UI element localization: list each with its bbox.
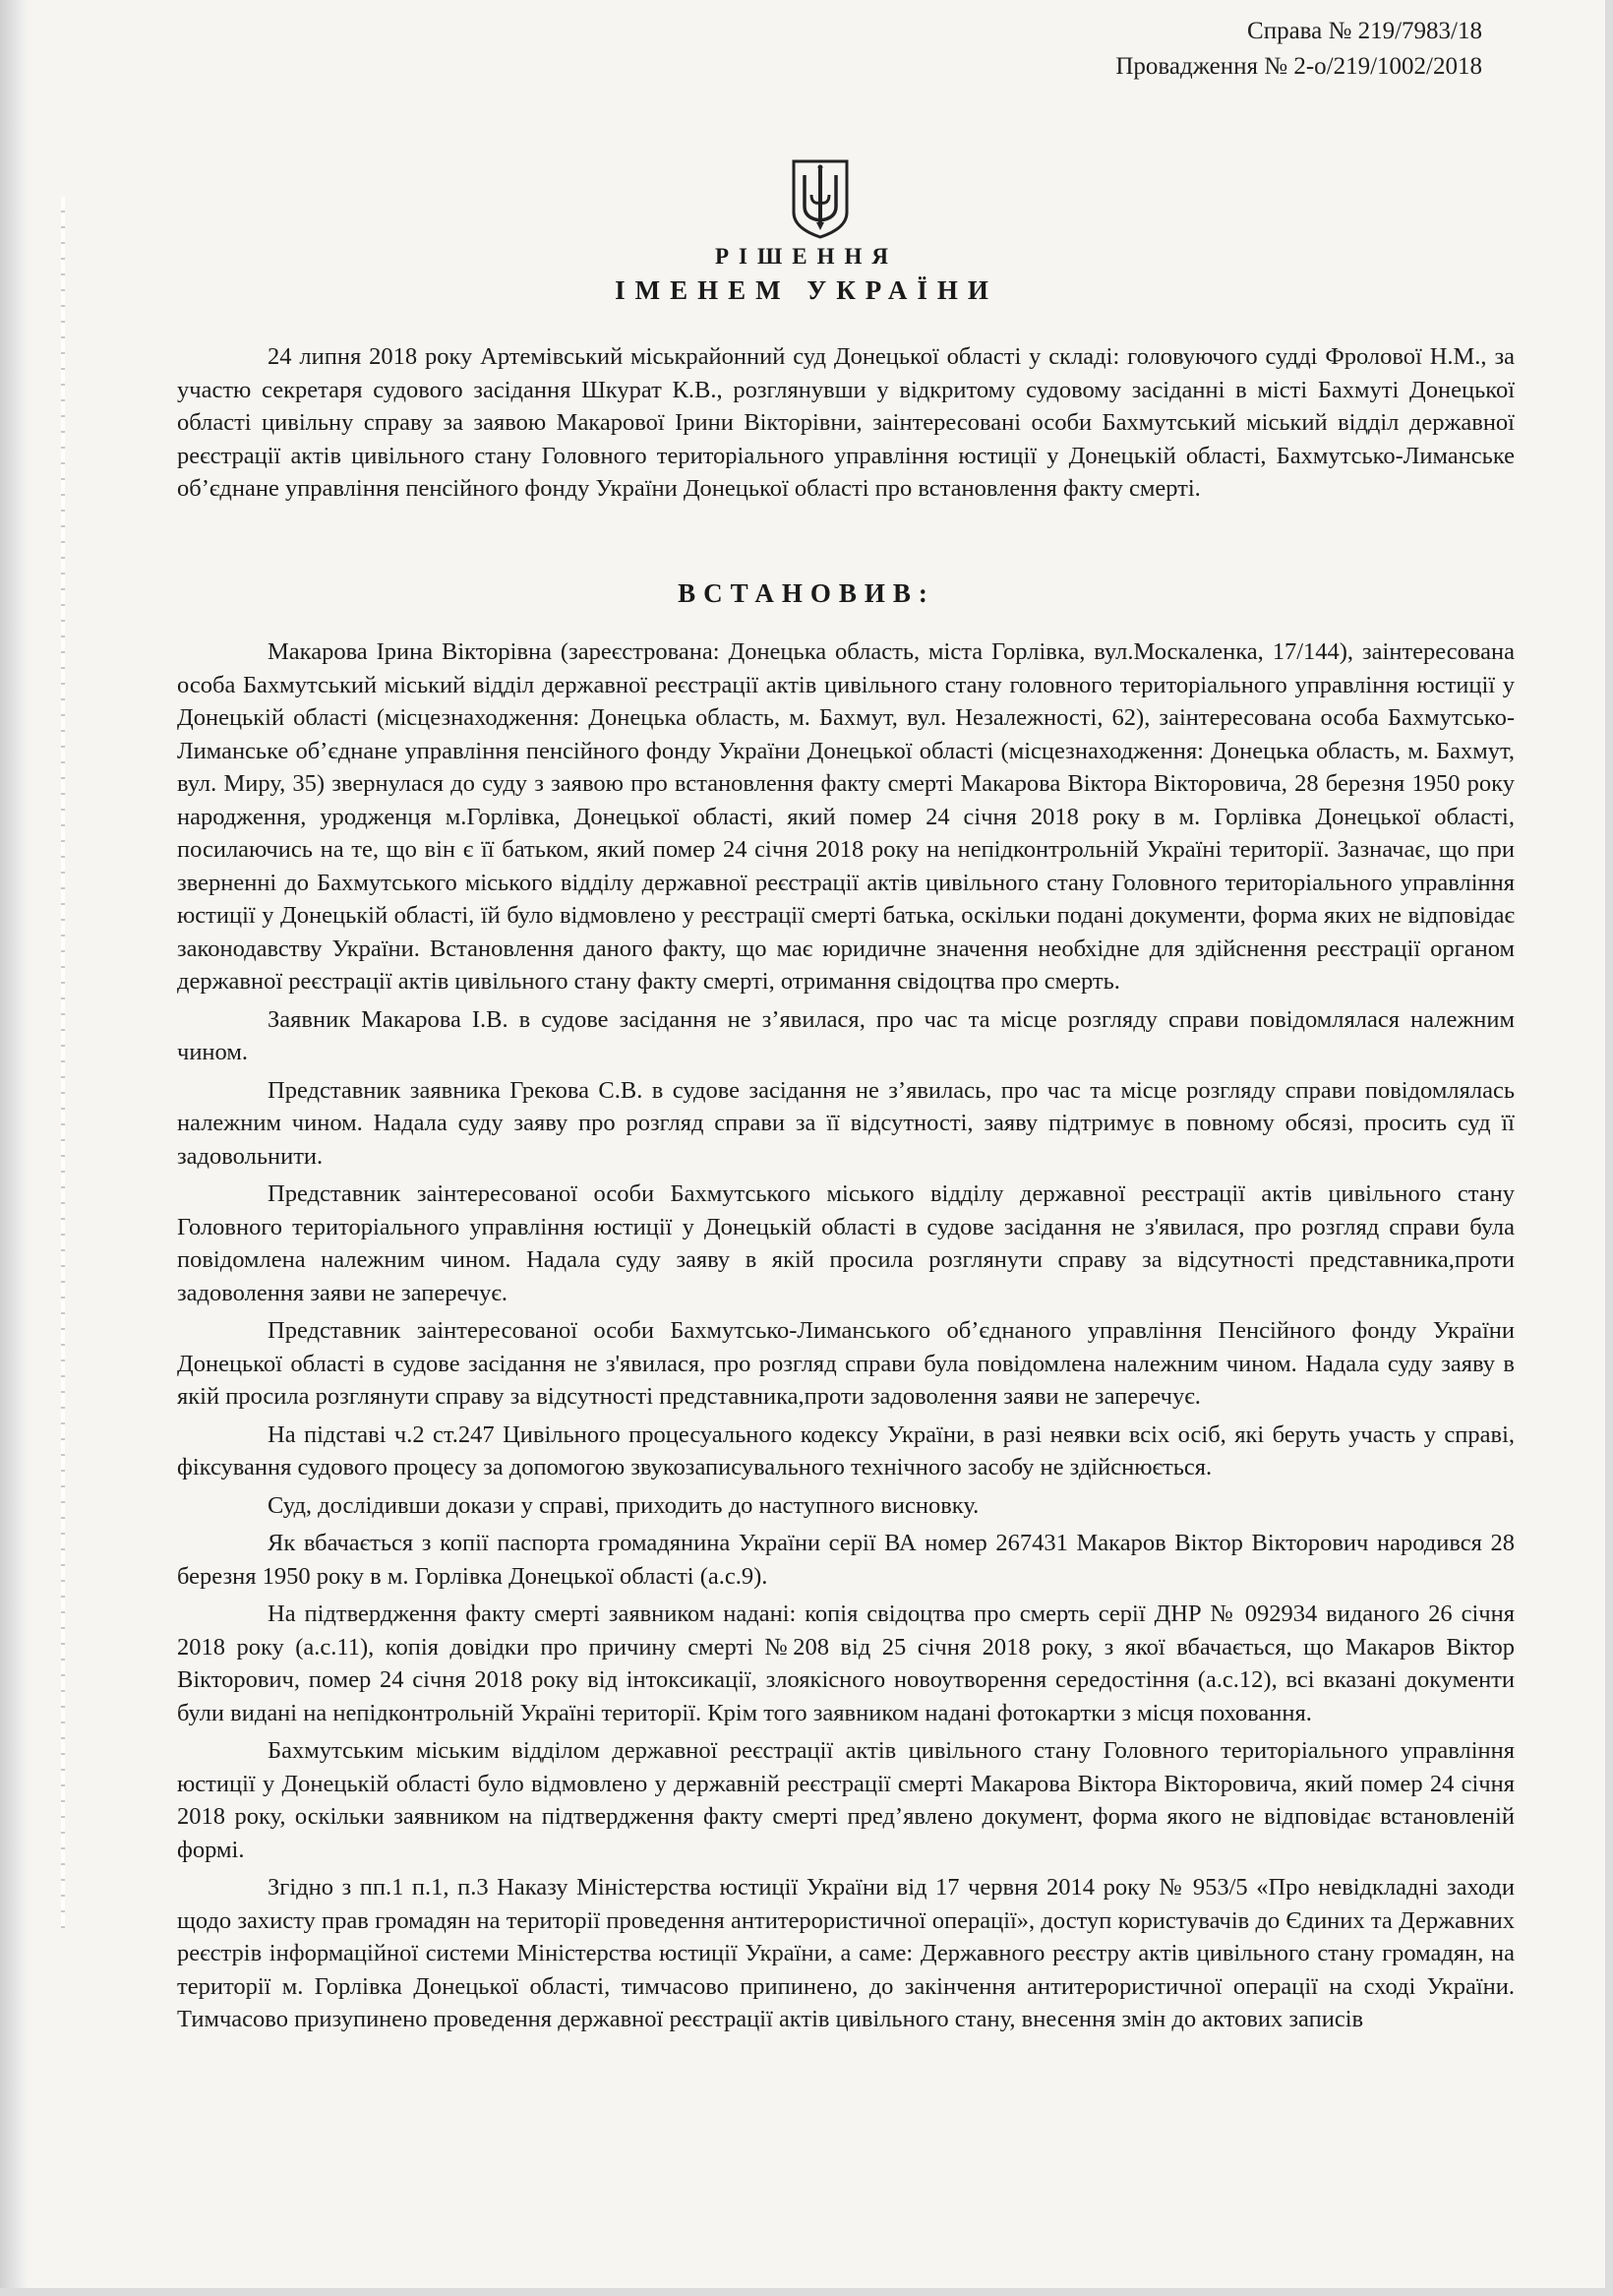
- paragraph: Згідно з пп.1 п.1, п.3 Наказу Міністерства юстиції України від 17 червня 2014 року № 953/5 «Про невідкладні заходи щодо захисту прав громадян на території проведення антитерористичної операції», доступ користувачів до Єдиних та Державних реєстрів інформаційної системи Міністерства юстиції України, а саме: Державного реєстру актів цивільного стану громадян, на території м. Горлівка Донецької області, тимчасово припинено, до закінчення антитерористичної операції на сході України. Тимчасово призупинено проведення державної реєстрації актів цивільного стану, внесення змін до актових записів: [177, 1874, 1515, 2032]
- proceeding-number: Провадження № 2-о/219/1002/2018: [1115, 53, 1482, 80]
- binding-thread: [61, 197, 65, 1928]
- paragraph: Представник заінтересованої особи Бахмутсько-Лиманського об’єднаного управління Пенсійного фонду України Донецької області в судове засідання не з'явилася, про розгляд справи була повідомлена належним чином. Надала суду заяву в якій просила розглянути справу за відсутності представника,проти задоволення заяви не заперечує.: [177, 1317, 1515, 1410]
- decision-title: РІШЕННЯ: [715, 244, 898, 269]
- intro-text: 24 липня 2018 року Артемівський міськрайонний суд Донецької області у складі: головуючого судді Фролової Н.М., за участю секретаря судового засідання Шкурат К.В., розглянувши у відкритому судовому засіданні в місті Бахмуті Донецької області цивільну справу за заявою Макарової Ірини Вікторівни, заінтересовані особи Бахмутський міський відділ державної реєстрації актів цивільного стану Головного територіального управління юстиції у Донецькій області, Бахмутсько-Лиманське об’єднане управління пенсійного фонду України Донецької області про встановлення факту смерті.: [177, 343, 1515, 502]
- case-number: Справа № 219/7983/18: [1247, 18, 1482, 44]
- main-text: [177, 635, 1515, 2041]
- paragraph: Макарова Ірина Вікторівна (зареєстрована: Донецька область, міста Горлівка, вул.Москаленка, 17/144), заінтересована особа Бахмутський міський відділ державної реєстрації актів цивільного стану головного територіального управління юстиції у Донецькій області (місцезнаходження: Донецька область, м. Бахмут, вул. Незалежності, 62), заінтересована особа Бахмутсько-Лиманське об’єднане управління пенсійного фонду України Донецької області (місцезнаходження: Донецька область, м. Бахмут, вул. Миру, 35) звернулася до суду з заявою про встановлення факту смерті Макарова Віктора Вікторовича, 28 березня 1950 року народження, уродженця м.Горлівка, Донецької області, який помер 24 січня 2018 року в м. Горлівка Донецької області, посилаючись на те, що він є її батьком, який помер 24 січня 2018 року на непідконтрольній Україні території. Зазначає, що при зверненні до Бахмутського міського відділу державної реєстрації актів цивільного стану Головного територіального управління юстиції у Донецькій області, їй було відмовлено у реєстрації смерті батька, оскільки подані документи, форма яких не відповідає законодавству України. Встановлення даного факту, що має юридичне значення необхідне для здійснення реєстрації органом державної реєстрації актів цивільного стану факту смерті, отримання свідоцтва про смерть.: [177, 638, 1515, 995]
- in-the-name-title: ІМЕНЕМ УКРАЇНИ: [615, 275, 998, 305]
- paragraph: Заявник Макарова І.В. в судове засідання не з’явилася, про час та місце розгляду справи повідомлялася належним чином.: [177, 1005, 1515, 1065]
- binding-edge: [0, 0, 30, 2288]
- paragraph: На підтвердження факту смерті заявником надані: копія свідоцтва про смерть серії ДНР № 092934 виданого 26 січня 2018 року (а.с.11), копія довідки про причину смерті №208 від 25 січня 2018 року, з якої вбачається, що Макаров Віктор Вікторович, помер 24 січня 2018 року від інтоксикації, злоякісного новоутворення середостіння (а.с.12), всі вказані документи були видані на непідконтрольній Україні території. Крім того заявником надані фотокартки з місця поховання.: [177, 1601, 1515, 1726]
- paragraph: Представник заявника Грекова С.В. в судове засідання не з’явилась, про час та місце розгляду справи повідомлялась належним чином. Надала суду заяву про розгляд справи за її відсутності, заяву підтримує в повному обсязі, просить суд її задовольнити.: [177, 1076, 1515, 1170]
- intro-paragraph: [177, 340, 1515, 511]
- paragraph: Бахмутським міським відділом державної реєстрації актів цивільного стану Головного територіального управління юстиції у Донецькій області було відмовлено у державній реєстрації смерті Макарова Віктора Вікторовича, який помер 24 січня 2018 року, оскільки заявником на підтвердження факту смерті пред’явлено документ, форма якого не відповідає встановленій формі.: [177, 1737, 1515, 1863]
- paragraph: На підставі ч.2 ст.247 Цивільного процесуального кодексу України, в разі неявки всіх осіб, які беруть участь у справі, фіксування судового процесу за допомогою звукозаписувального технічного засобу не здійснюється.: [177, 1420, 1515, 1480]
- paragraph: Як вбачається з копії паспорта громадянина України серії ВА номер 267431 Макаров Віктор Вікторович народився 28 березня 1950 року в м. Горлівка Донецької області (а.с.9).: [177, 1530, 1515, 1590]
- paragraph: Суд, дослідивши докази у справі, приходить до наступного висновку.: [268, 1491, 980, 1519]
- established-title: ВСТАНОВИВ:: [678, 578, 935, 608]
- trident-coat-of-arms-icon: [790, 157, 851, 240]
- paragraph: Представник заінтересованої особи Бахмутського міського відділу державної реєстрації актів цивільного стану Головного територіального управління юстиції у Донецькій області в судове засідання не з'явилася, про розгляд справи була повідомлена належним чином. Надала суду заяву в якій просила розглянути справу за відсутності представника,проти задоволення заяви не заперечує.: [177, 1180, 1515, 1306]
- case-info: [1115, 14, 1482, 85]
